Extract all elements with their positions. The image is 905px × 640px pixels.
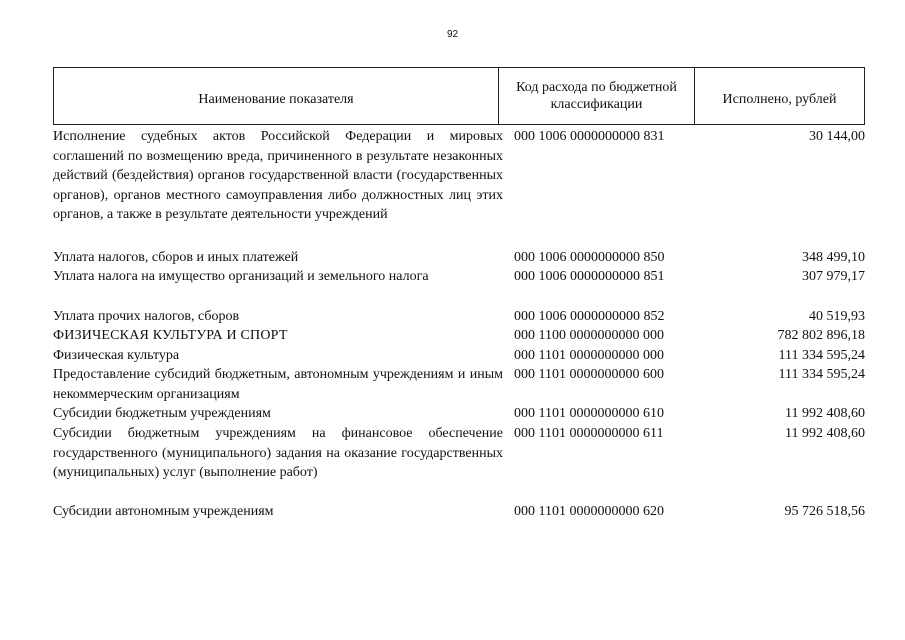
row-amount: 11 992 408,60: [785, 406, 865, 421]
row-name: Субсидии бюджетным учреждениям: [53, 406, 271, 421]
row-amount: 40 519,93: [809, 309, 865, 324]
row-name: Субсидии автономным учреждениям: [53, 504, 274, 519]
row-code: 000 1101 0000000000 000: [514, 348, 664, 363]
expenditure-table: [53, 67, 865, 519]
row-code: 000 1006 0000000000 852: [514, 309, 665, 324]
row-amount: 95 726 518,56: [784, 504, 865, 519]
row-amount: 111 334 595,24: [778, 348, 865, 363]
row-code: 000 1100 0000000000 000: [514, 328, 664, 343]
row-code: 000 1006 0000000000 850: [514, 250, 665, 265]
row-name: Уплата налога на имущество организаций и земельного налога: [53, 269, 429, 284]
page-number: 92: [446, 29, 459, 40]
row-amount: 348 499,10: [802, 250, 865, 265]
row-code: 000 1006 0000000000 831: [514, 129, 665, 144]
row-code: 000 1101 0000000000 610: [514, 406, 664, 421]
table-header: [53, 67, 865, 125]
row-name: ФИЗИЧЕСКАЯ КУЛЬТУРА И СПОРТ: [53, 328, 288, 343]
row-amount: 30 144,00: [809, 129, 865, 144]
header-name-column: Наименование показателя: [54, 68, 499, 124]
row-name: Физическая культура: [53, 348, 180, 363]
row-amount: 111 334 595,24: [778, 367, 865, 382]
row-name: Субсидии бюджетным учреждениям на финансовое обеспечение государственного (муниципального) задания на оказание государственных (муниципальных) услуг (выполнение работ): [53, 426, 503, 481]
header-code-column: Код расхода по бюджетной классификации: [499, 68, 695, 124]
row-name: Уплата прочих налогов, сборов: [53, 309, 240, 324]
row-amount: 782 802 896,18: [777, 328, 865, 343]
row-name: Исполнение судебных актов Российской Федерации и мировых соглашений по возмещению вреда, причиненного в результате незаконных действий (бездействия) органов государственной власти (государственных органов), органов местного самоуправления либо должностных лиц этих органов, а также в результате деятельности учреждений: [53, 129, 503, 223]
row-name: Предоставление субсидий бюджетным, автономным учреждениям и иным некоммерческим организациям: [53, 367, 503, 402]
row-code: 000 1006 0000000000 851: [514, 269, 665, 284]
row-name: Уплата налогов, сборов и иных платежей: [53, 250, 299, 265]
row-code: 000 1101 0000000000 620: [514, 504, 664, 519]
header-amount-column: Исполнено, рублей: [722, 91, 837, 107]
row-amount: 11 992 408,60: [785, 426, 865, 441]
row-code: 000 1101 0000000000 600: [514, 367, 664, 382]
row-amount: 307 979,17: [802, 269, 865, 284]
row-code: 000 1101 0000000000 611: [514, 426, 664, 441]
